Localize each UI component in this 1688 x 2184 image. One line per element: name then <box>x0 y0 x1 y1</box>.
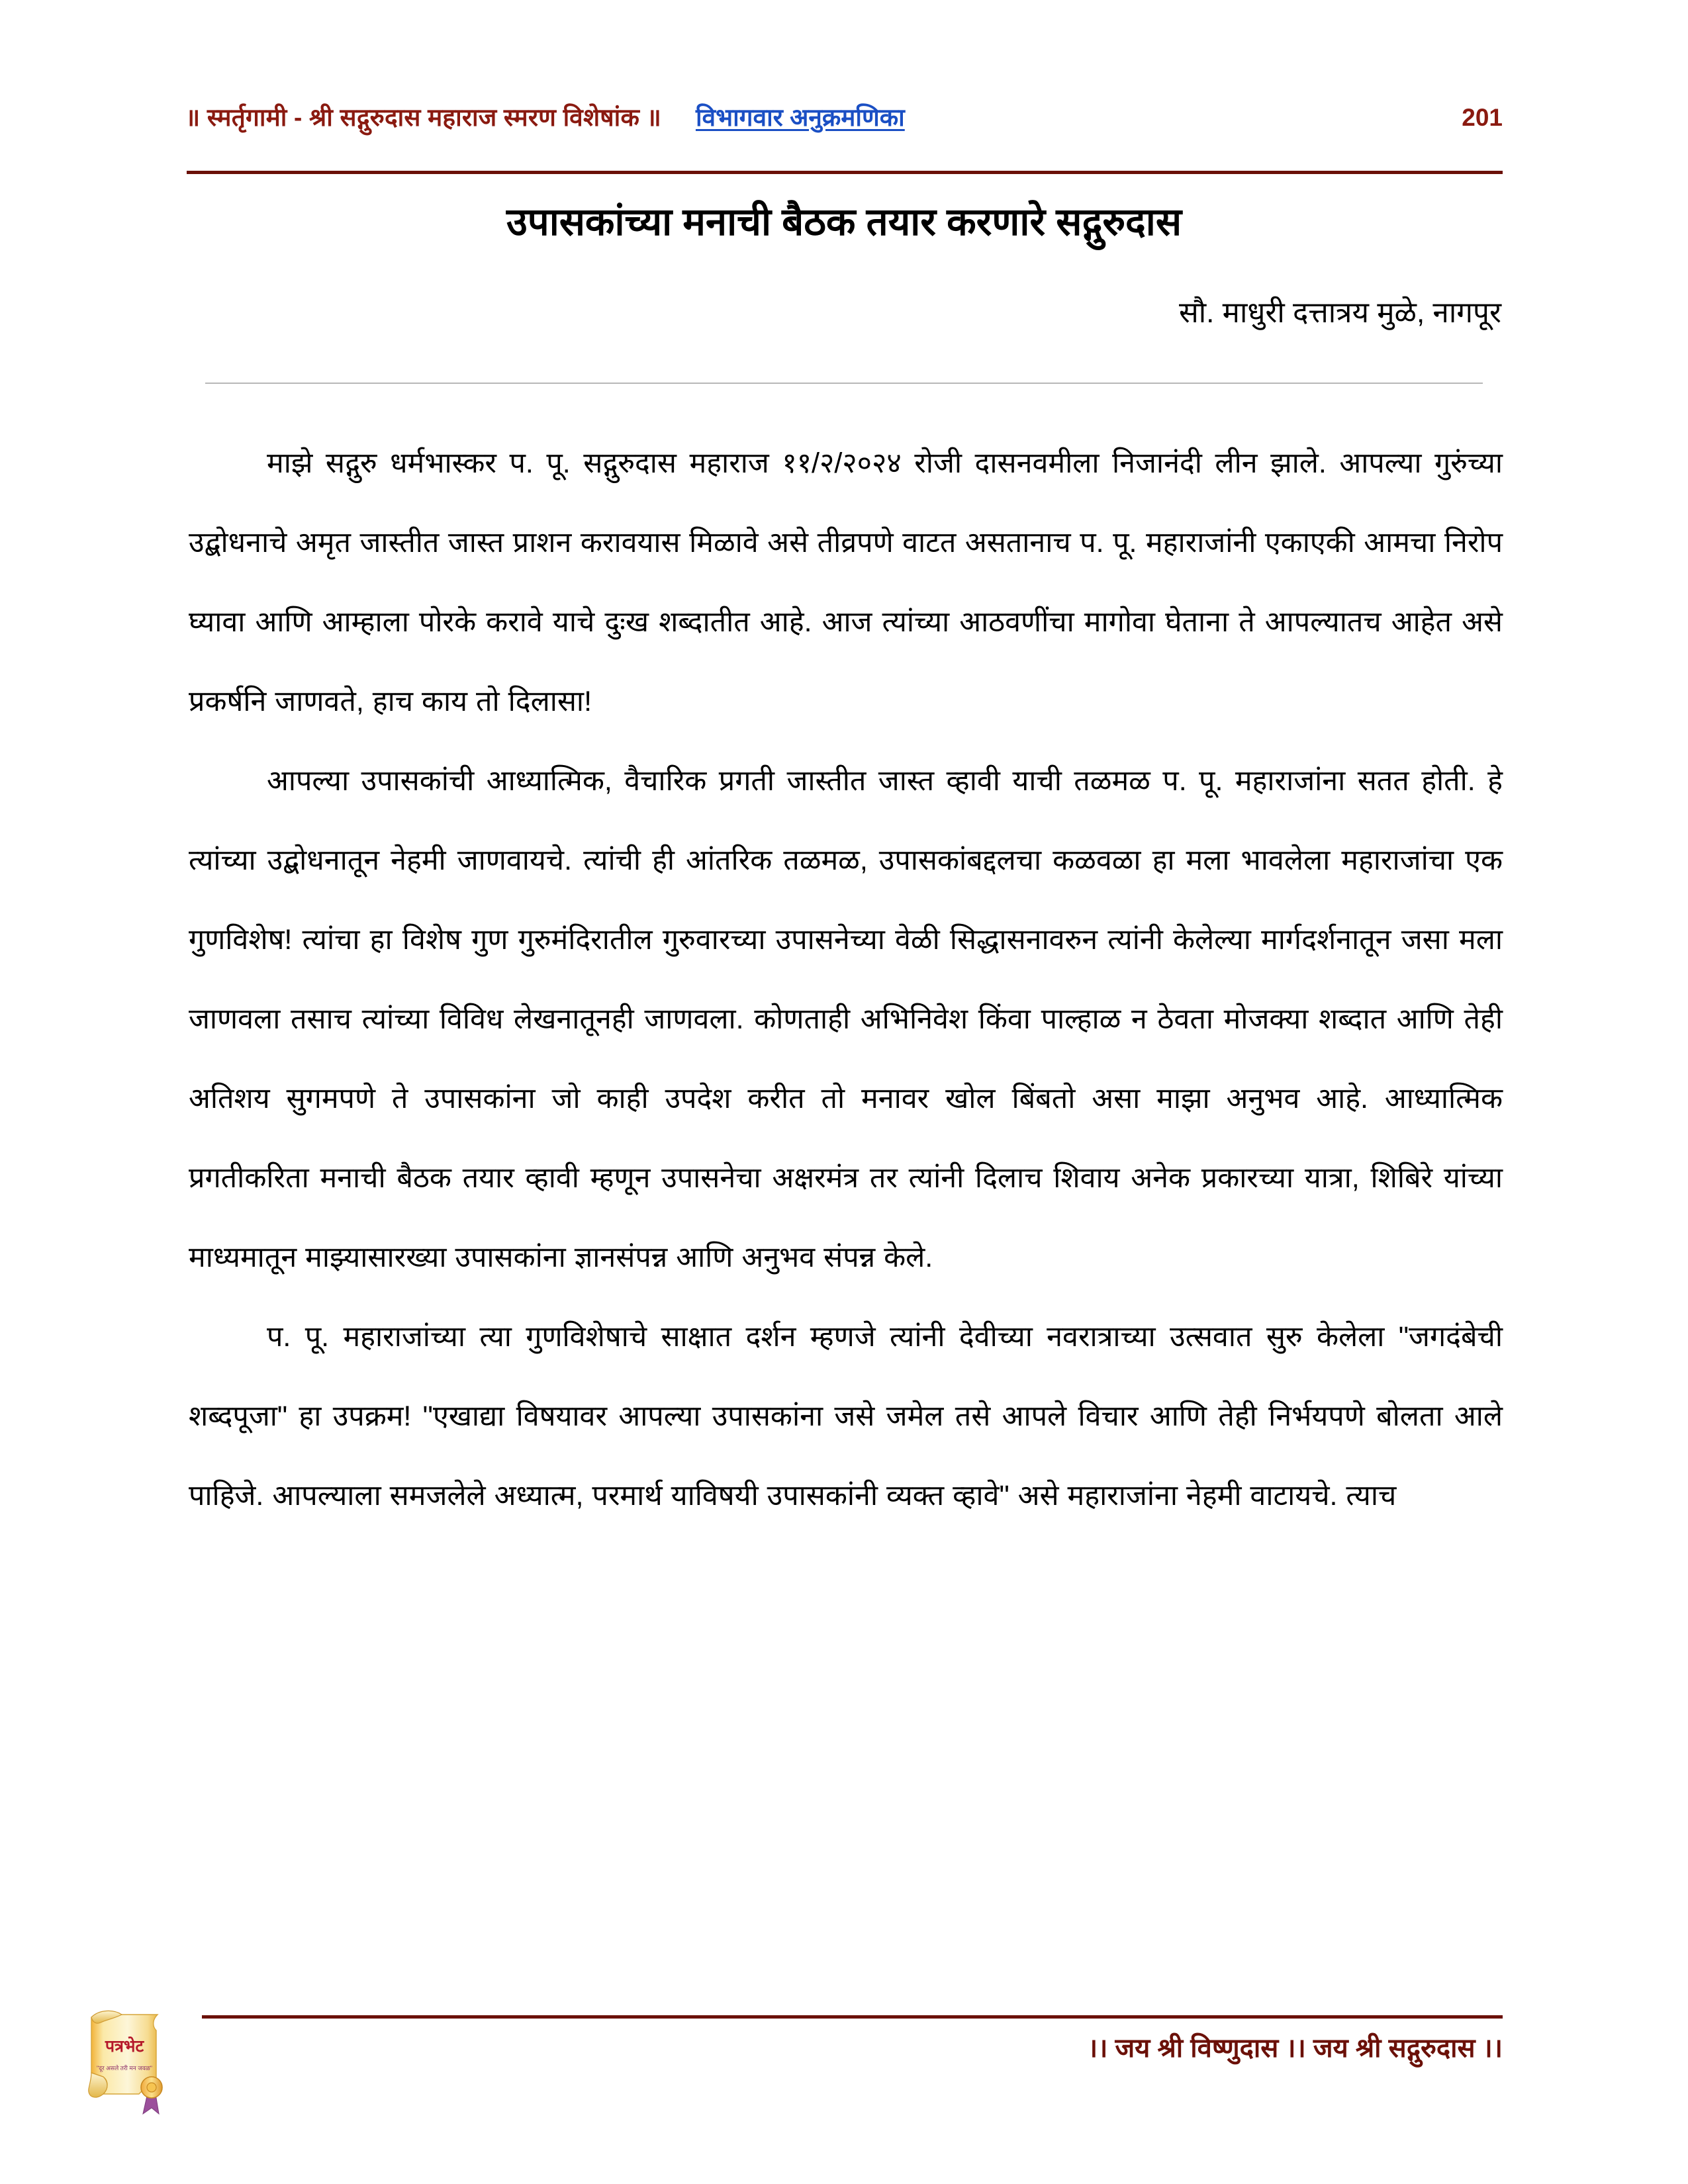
page-number: 201 <box>1462 104 1503 131</box>
logo-title-text: पत्रभेट <box>105 2037 144 2056</box>
article-author: सौ. माधुरी दत्तात्रय मुळे, नागपूर <box>1179 296 1501 329</box>
paragraph: प. पू. महाराजांच्या त्या गुणविशेषाचे साक्षात दर्शन म्हणजे त्यांनी देवीच्या नवरात्राच्या उत्सवात सुरु केलेला "जगदंबेची शब्दपूजा" हा उपक्रम! "एखाद्या विषयावर आपल्या उपासकांना जसे जमेल तसे आपले विचार आणि तेही निर्भयपणे बोलता आले पाहिजे. आपल्याला समजलेले अध्यात्म, परमार्थ याविषयी उपासकांनी व्यक्त व्हावे" असे महाराजांना नेहमी वाटायचे. त्याच <box>189 1321 1503 1512</box>
footer-divider-rule <box>202 2015 1503 2019</box>
ribbon-seal-center <box>147 2083 156 2092</box>
section-index-link[interactable]: विभागवार अनुक्रमणिका <box>695 104 905 131</box>
header-divider-rule <box>187 171 1503 174</box>
paragraph: आपल्या उपासकांची आध्यात्मिक, वैचारिक प्रगती जास्तीत जास्त व्हावी याची तळमळ प. पू. महाराजांना सतत होती. हे त्यांच्या उद्बोधनातून नेहमी जाणवायचे. त्यांची ही आंतरिक तळमळ, उपासकांबद्दलचा कळवळा हा मला भावलेला महाराजांचा एक गुणविशेष! त्यांचा हा विशेष गुण गुरुमंदिरातील गुरुवारच्या उपासनेच्या वेळी सिद्धासनावरुन त्यांनी केलेल्या मार्गदर्शनातून जसा मला जाणवला तसाच त्यांच्या विविध लेखनातूनही जाणवला. कोणताही अभिनिवेश किंवा पाल्हाळ न ठेवता मोजक्या शब्दात आणि तेही अतिशय सुगमपणे ते उपासकांना जो काही उपदेश करीत तो मनावर खोल बिंबतो असा माझा अनुभव आहे. आध्यात्मिक प्रगतीकरिता मनाची बैठक तयार व्हावी म्हणून उपासनेचा अक्षरमंत्र तर त्यांनी दिलाच शिवाय अनेक प्रकारच्या यात्रा, शिबिरे यांच्या माध्यमातून माझ्यासारख्या उपासकांना ज्ञानसंपन्न आणि अनुभव संपन्न केले. <box>189 765 1503 1273</box>
scroll-icon <box>74 2000 173 2116</box>
logo-tagline-text: "दूर असले तरी मन जवळ" <box>97 2065 152 2071</box>
title-divider-rule <box>205 383 1483 384</box>
running-header-title: ॥ स्मर्तृगामी - श्री सद्गुरुदास महाराज स्मरण विशेषांक ॥ <box>185 104 661 131</box>
running-header <box>185 99 1503 133</box>
footer-blessing: ।। जय श्री विष्णुदास ।। जय श्री सद्गुरुदास ।। <box>1088 2034 1503 2063</box>
paragraph: माझे सद्गुरु धर्मभास्कर प. पू. सद्गुरुदास महाराज ११/२/२०२४ रोजी दासनवमीला निजानंदी लीन झाले. आपल्या गुरुंच्या उद्बोधनाचे अमृत जास्तीत जास्त प्राशन करावयास मिळावे असे तीव्रपणे वाटत असतानाच प. पू. महाराजांनी एकाएकी आमचा निरोप घ्यावा आणि आम्हाला पोरके करावे याचे दुःख शब्दातीत आहे. आज त्यांच्या आठवणींचा मागोवा घेताना ते आपल्यातच आहेत असे प्रकर्षनि जाणवते, हाच काय तो दिलासा! <box>189 447 1503 717</box>
patrabhet-logo <box>74 2000 173 2116</box>
article-title: उपासकांच्या मनाची बैठक तयार करणारे सद्गुरुदास <box>506 201 1182 244</box>
article-body <box>189 424 1503 1535</box>
